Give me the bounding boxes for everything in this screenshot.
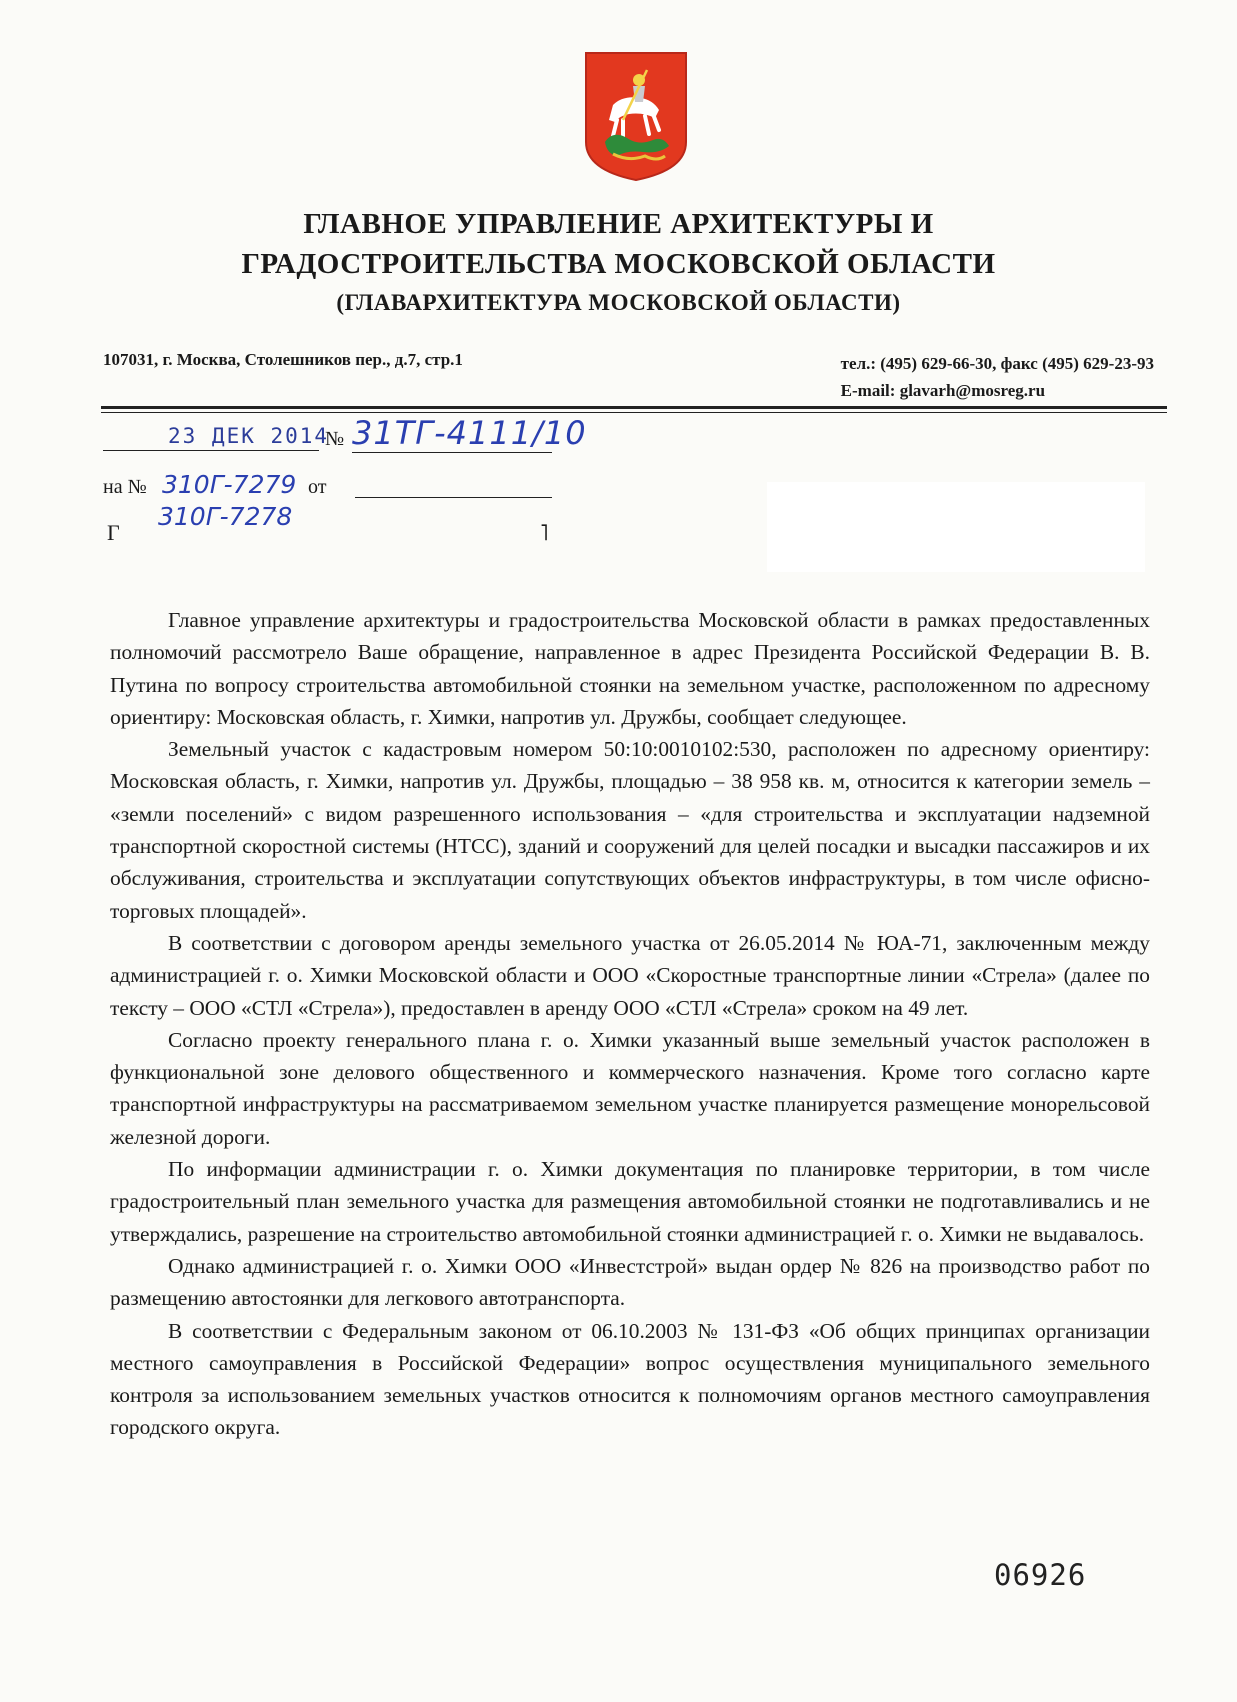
- date-stamp: 23 ДЕК 2014: [168, 424, 330, 448]
- postal-address: 107031, г. Москва, Столешников пер., д.7, стр.1: [103, 350, 463, 369]
- outgoing-number-label: №: [325, 428, 345, 450]
- from-date-underline: [355, 497, 552, 498]
- contact-block: [841, 350, 1154, 404]
- organization-name-line-1: ГЛАВНОЕ УПРАВЛЕНИЕ АРХИТЕКТУРЫ И: [303, 208, 934, 240]
- body-paragraph: В соответствии с договором аренды земельного участка от 26.05.2014 № ЮА-71, заключенным между администрацией г. о. Химки Московской области и ООО «Скоростные транспортные линии «Стрела» (далее по тексту – ООО «СТЛ «Стрела»), предоставлен в аренду ООО «СТЛ «Стрела» сроком на 49 лет.: [110, 930, 1150, 1020]
- organization-short-name: (ГЛАВАРХИТЕКТУРА МОСКОВСКОЙ ОБЛАСТИ): [336, 290, 901, 315]
- reply-number-2-handwritten: 310Г-7278: [158, 502, 293, 531]
- email-address: E-mail: glavarh@mosreg.ru: [840, 381, 1046, 400]
- letter-body: [110, 604, 1150, 1444]
- body-paragraph: Земельный участок с кадастровым номером 50:10:0010102:530, расположен по адресному ориентиру: Московская область, г. Химки, напротив ул. Дружбы, площадью – 38 958 кв. м, относится к категории земель – «земли поселений» с видом разрешенного использования – «для строительства и эксплуатации надземной транспортной скоростной системы (НТСС), зданий и сооружений для целей посадки и высадки пассажиров и их обслуживания, строительства и эксплуатации сопутствующих объектов инфраструктуры, в том числе офисно-торговых площадей».: [110, 737, 1150, 923]
- date-underline: [103, 450, 319, 451]
- header-rule-thick: [101, 406, 1167, 409]
- body-paragraph: По информации администрации г. о. Химки документация по планировке территории, в том числе градостроительный план земельного участка для размещения автомобильной стоянки не подготавливались и не утверждались, разрешение на строительство автомобильной стоянки администрацией г. о. Химки не выдавалось.: [110, 1157, 1150, 1246]
- header-rule-thin: [101, 412, 1167, 413]
- phone-fax: тел.: (495) 629-66-30, факс (495) 629-23-93: [840, 354, 1154, 373]
- coat-of-arms-emblem: [583, 50, 689, 183]
- body-paragraph: Однако администрацией г. о. Химки ООО «Инвестстрой» выдан ордер № 826 на производство работ по размещению автостоянки для легкового автотранспорта.: [110, 1253, 1150, 1311]
- outgoing-number-handwritten: 31ТГ-4111/10: [352, 414, 587, 452]
- addressee-corner-right: ˥: [540, 520, 549, 545]
- outgoing-number-underline: [352, 452, 552, 453]
- in-reply-label: на №: [103, 476, 147, 498]
- organization-name-line-2: ГРАДОСТРОИТЕЛЬСТВА МОСКОВСКОЙ ОБЛАСТИ: [241, 248, 996, 280]
- document-code: 06926: [994, 1558, 1087, 1592]
- body-paragraph: Согласно проекту генерального плана г. о. Химки указанный выше земельный участок расположен в функциональной зоне делового общественного и коммерческого назначения. Кроме того согласно карте транспортной инфраструктуры на рассматриваемом земельном участке планируется размещение монорельсовой железной дороги.: [110, 1027, 1150, 1149]
- from-label: от: [308, 476, 327, 498]
- body-paragraph: Главное управление архитектуры и градостроительства Московской области в рамках предоставленных полномочий рассмотрело Ваше обращение, направленное в адрес Президента Российской Федерации В. В. Путина по вопросу строительства автомобильной стоянки на земельном участке, расположенном по адресному ориентиру: Московская область, г. Химки, напротив ул. Дружбы, сообщает следующее.: [110, 608, 1150, 729]
- addressee-corner-left: Г: [107, 520, 120, 545]
- reply-number-handwritten: 310Г-7279: [162, 470, 297, 499]
- body-paragraph: В соответствии с Федеральным законом от 06.10.2003 № 131-ФЗ «Об общих принципах организации местного самоуправления в Российской Федерации» вопрос осуществления муниципального земельного контроля за использованием земельных участков относится к полномочиям органов местного самоуправления городского округа.: [110, 1318, 1150, 1440]
- redacted-addressee-area: [767, 482, 1145, 572]
